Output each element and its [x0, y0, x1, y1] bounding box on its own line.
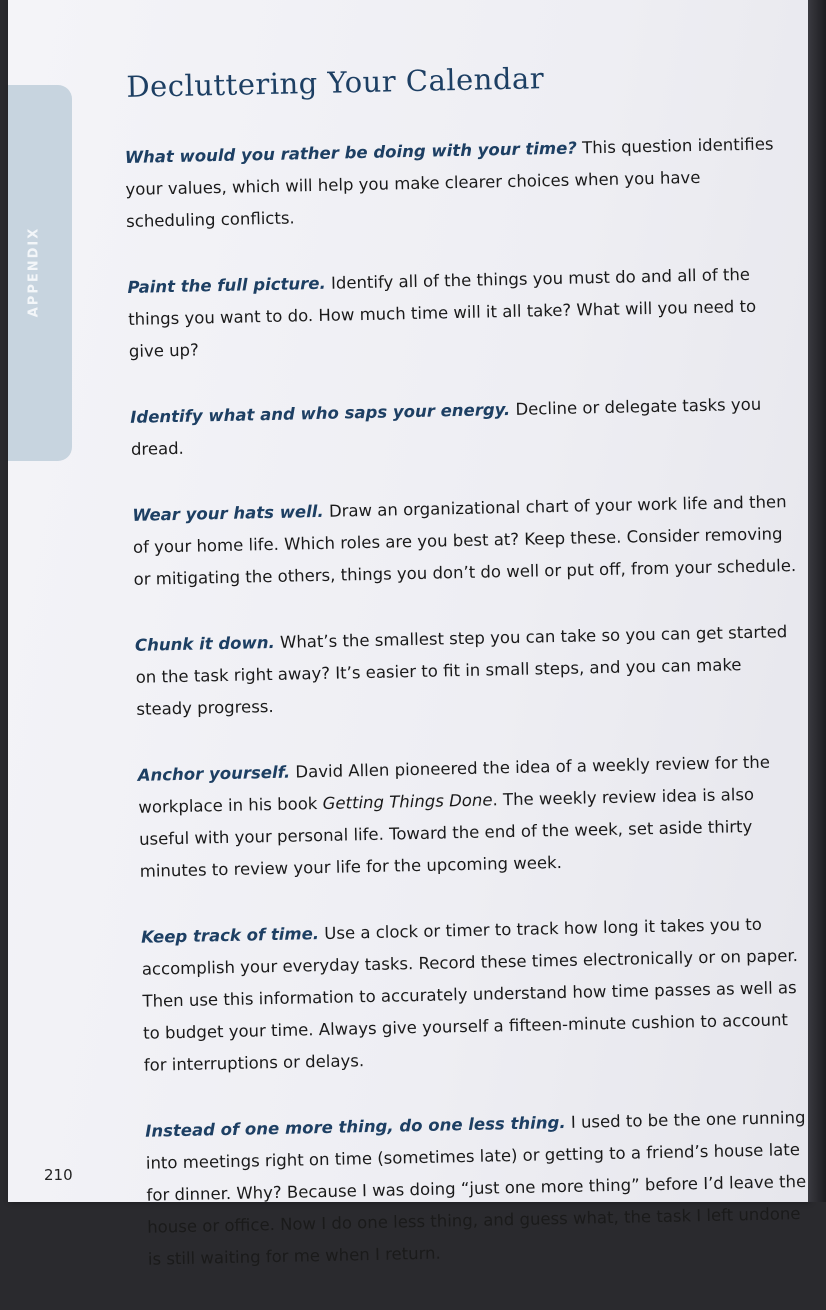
- paragraph-body: I used to be the one running into meetings right on time (sometimes late) or getting to a friend’s house late for dinner. Why? Because I was doing “just one more thing” before I’d leave the house or office. Now I do one less thing, and guess what, the task I left undone is still waiting for me when I return.: [145, 1107, 807, 1269]
- paragraph-hats: [132, 486, 799, 596]
- paragraph-lead: Instead of one more thing, do one less thing.: [145, 1112, 566, 1141]
- paragraph-lead: Identify what and who saps your energy.: [130, 399, 511, 427]
- paragraph-lead: Wear your hats well.: [132, 501, 324, 525]
- paragraph-lead: Paint the full picture.: [127, 273, 326, 297]
- paragraph-body: . The weekly review idea is also useful with your personal life. Toward the end of the week, set aside thirty minutes to review your life for the upcoming week.: [138, 784, 755, 881]
- paragraph-body: Draw an organizational chart of your work life and then of your home life. Which roles are you best at? Keep these. Consider removing or mitigating the others, things you don’t do well or put off, from your schedule.: [132, 492, 797, 589]
- paragraph-body: Decline or delegate tasks you dread.: [130, 394, 762, 459]
- paragraph-lead: Chunk it down.: [134, 632, 275, 655]
- section-tab-label: APPENDIX: [26, 226, 42, 318]
- paragraph-anchor: [137, 746, 805, 888]
- paragraph-lead: Keep track of time.: [140, 924, 320, 947]
- paragraph-values: [125, 128, 792, 238]
- adjacent-page-edge: [808, 0, 826, 1202]
- paragraph-body: This question identifies your values, which will help you make clearer choices when you have scheduling conflicts.: [125, 134, 774, 231]
- paragraph-full-picture: [127, 258, 794, 368]
- paragraph-body: Identify all of the things you must do and all of the things you want to do. How much time will it all take? What will you need to give up?: [128, 264, 757, 361]
- paragraph-body: Use a clock or timer to track how long it takes you to accomplish your everyday tasks. Record these times electronically or on paper. Then use this information to accurately understand how time passes as well as to budget your time. Always give yourself a fifteen-minute cushion to account for interruptions or delays.: [141, 914, 799, 1075]
- paragraph-track-time: [141, 908, 809, 1082]
- paragraph-one-less: [145, 1102, 813, 1276]
- paragraph-lead: What would you rather be doing with your time?: [124, 138, 578, 167]
- paragraph-body: David Allen pioneered the idea of a weekly review for the workplace in his book: [138, 752, 771, 817]
- paragraph-chunk: [135, 616, 802, 726]
- paragraph-energy: [130, 388, 796, 466]
- book-title: Getting Things Done: [322, 790, 493, 813]
- page-content: [123, 56, 814, 1310]
- paragraph-body: What’s the smallest step you can take so you can get started on the task right away? It’s easier to fit in small steps, and you can make steady progress.: [135, 622, 788, 719]
- page-title: Decluttering Your Calendar: [125, 61, 545, 104]
- page-number: 210: [44, 1166, 73, 1184]
- paragraph-lead: Anchor yourself.: [137, 762, 291, 785]
